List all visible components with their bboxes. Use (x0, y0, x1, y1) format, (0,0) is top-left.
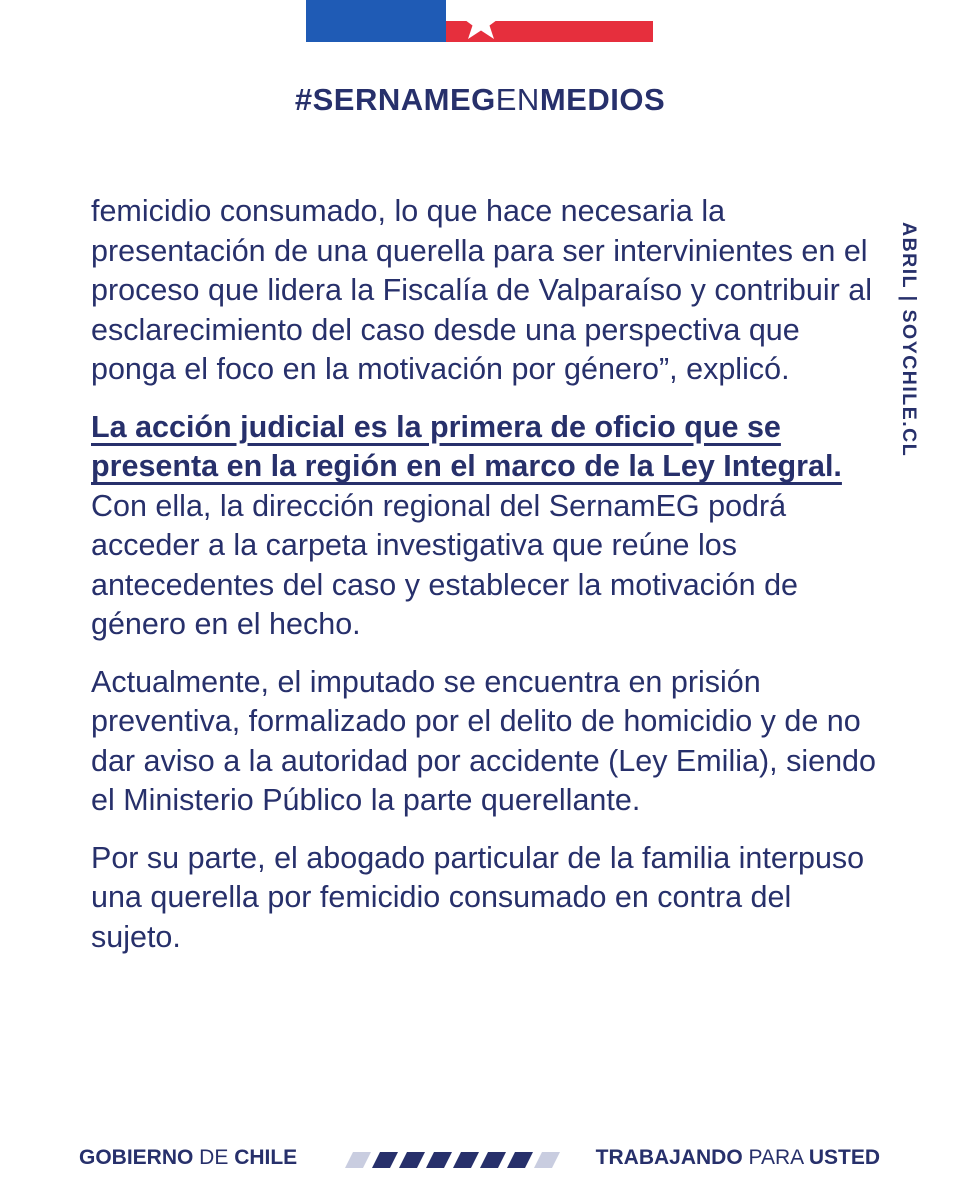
footer-left-part-1: GOBIERNO (79, 1146, 194, 1169)
page-hashtag-title (0, 82, 960, 118)
footer-left-part-3: CHILE (234, 1146, 298, 1169)
hashtag-part-2: EN (495, 82, 540, 117)
paragraph-2-rest: Con ella, la dirección regional del SernamEG podrá acceder a la carpeta investigativa que reúne los antecedentes del caso y establecer la motivación de género en el hecho. (91, 488, 799, 641)
paragraph-2 (91, 408, 881, 645)
footer-trabajando-para-usted (596, 1146, 880, 1170)
footer-right-part-2: PARA (742, 1146, 809, 1169)
decorative-stripes-icon (345, 1152, 561, 1168)
footer-gobierno-de-chile (79, 1146, 297, 1170)
paragraph-3: Actualmente, el imputado se encuentra en prisión preventiva, formalizado por el delito de homicidio y de no dar aviso a la autoridad por accidente (Ley Emilia), siendo el Ministerio Público la parte querellante. (91, 664, 876, 817)
source-vertical-label (896, 222, 926, 477)
paragraph-2-highlight: La acción judicial es la primera de oficio que se presenta en la región en el marco de la Ley Integral. (91, 409, 842, 483)
source-text: ABRIL | SOYCHILE.CL (898, 222, 920, 458)
footer-left-part-2: DE (193, 1146, 235, 1169)
footer-right-part-1: TRABAJANDO (595, 1146, 743, 1169)
footer-right-part-3: USTED (808, 1146, 880, 1169)
chile-flag-star-icon (306, 0, 653, 42)
paragraph-1: femicidio consumado, lo que hace necesaria la presentación de una querella para ser intervinientes en el proceso que lidera la Fiscalía de Valparaíso y contribuir al esclarecimiento del caso desde una perspectiva que ponga el foco en la motivación por género”, explicó. (91, 194, 872, 386)
article-body (91, 192, 881, 975)
hashtag-part-1: #SERNAMEG (294, 82, 496, 117)
hashtag-part-3: MEDIOS (539, 82, 666, 117)
paragraph-4: Por su parte, el abogado particular de la familia interpuso una querella por femicidio consumado en contra del sujeto. (91, 840, 865, 954)
chile-flag-logo (306, 0, 653, 42)
